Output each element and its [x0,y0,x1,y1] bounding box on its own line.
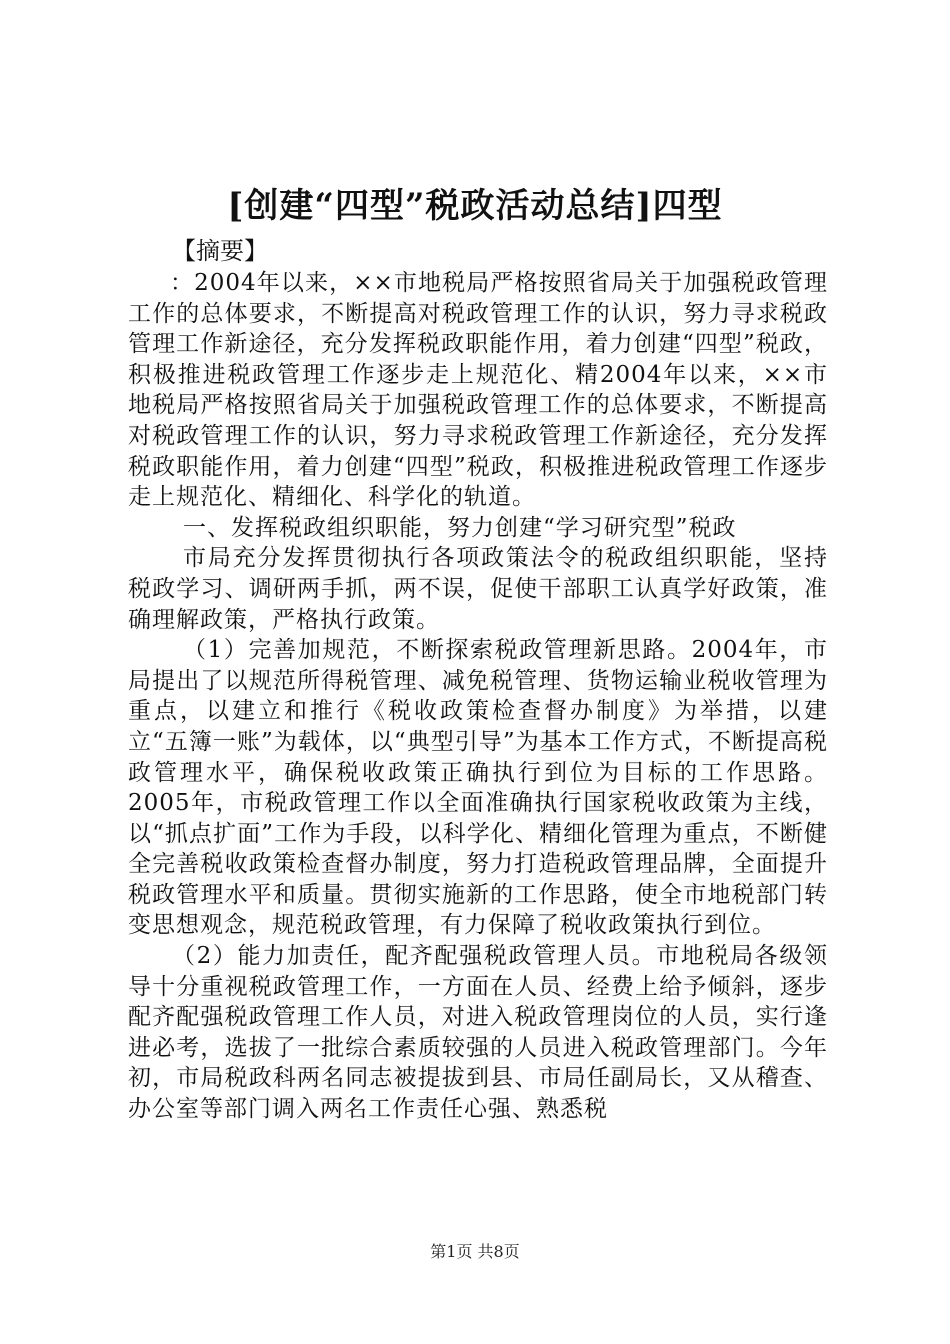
section-heading: 一、发挥税政组织职能，努力创建“学习研究型”税政 [183,514,737,541]
document-body [128,268,828,1125]
body-paragraph: （1）完善加规范，不断探索税政管理新思路。2004年，市局提出了以规范所得税管理、减免税管理、货物运输业税收管理为重点，以建立和推行《税收政策检查督办制度》为举措，以建立“五簿一账”为载体，以“典型引导”为基本工作方式，不断提高税政管理水平，确保税收政策正确执行到位为目标的工作思路。2005年，市税政管理工作以全面准确执行国家税收政策为主线，以“抓点扩面”工作为手段，以科学化、精细化管理为重点，不断健全完善税收政策检查督办制度，努力打造税政管理品牌，全面提升税政管理水平和质量。贯彻实施新的工作思路，使全市地税部门转变思想观念，规范税政管理，有力保障了税收政策执行到位。 [128,637,828,939]
abstract-label: 【摘要】 [172,237,268,265]
abstract-paragraph: ：2004年以来，××市地税局严格按照省局关于加强税政管理工作的总体要求，不断提高对税政管理工作的认识，努力寻求税政管理工作新途径，充分发挥税政职能作用，着力创建“四型”税政，积极推进税政管理工作逐步走上规范化、精2004年以来，××市地税局严格按照省局关于加强税政管理工作的总体要求，不断提高对税政管理工作的认识，努力寻求税政管理工作新途径，充分发挥税政职能作用，着力创建“四型”税政，积极推进税政管理工作逐步走上规范化、精细化、科学化的轨道。 [128,270,828,511]
body-paragraph: （2）能力加责任，配齐配强税政管理人员。市地税局各级领导十分重视税政管理工作，一方面在人员、经费上给予倾斜，逐步配齐配强税政管理工作人员，对进入税政管理岗位的人员，实行逢进必考，选拔了一批综合素质较强的人员进入税政管理部门。今年初，市局税政科两名同志被提拔到县、市局任副局长，又从稽查、办公室等部门调入两名工作责任心强、熟悉税 [128,943,828,1123]
page-indicator: 第1页 共8页 [430,1242,520,1261]
body-paragraph: 市局充分发挥贯彻执行各项政策法令的税政组织职能，坚持税政学习、调研两手抓，两不误，促使干部职工认真学好政策，准确理解政策，严格执行政策。 [128,545,828,633]
document-title: [创建“四型”税政活动总结]四型 [227,186,723,226]
